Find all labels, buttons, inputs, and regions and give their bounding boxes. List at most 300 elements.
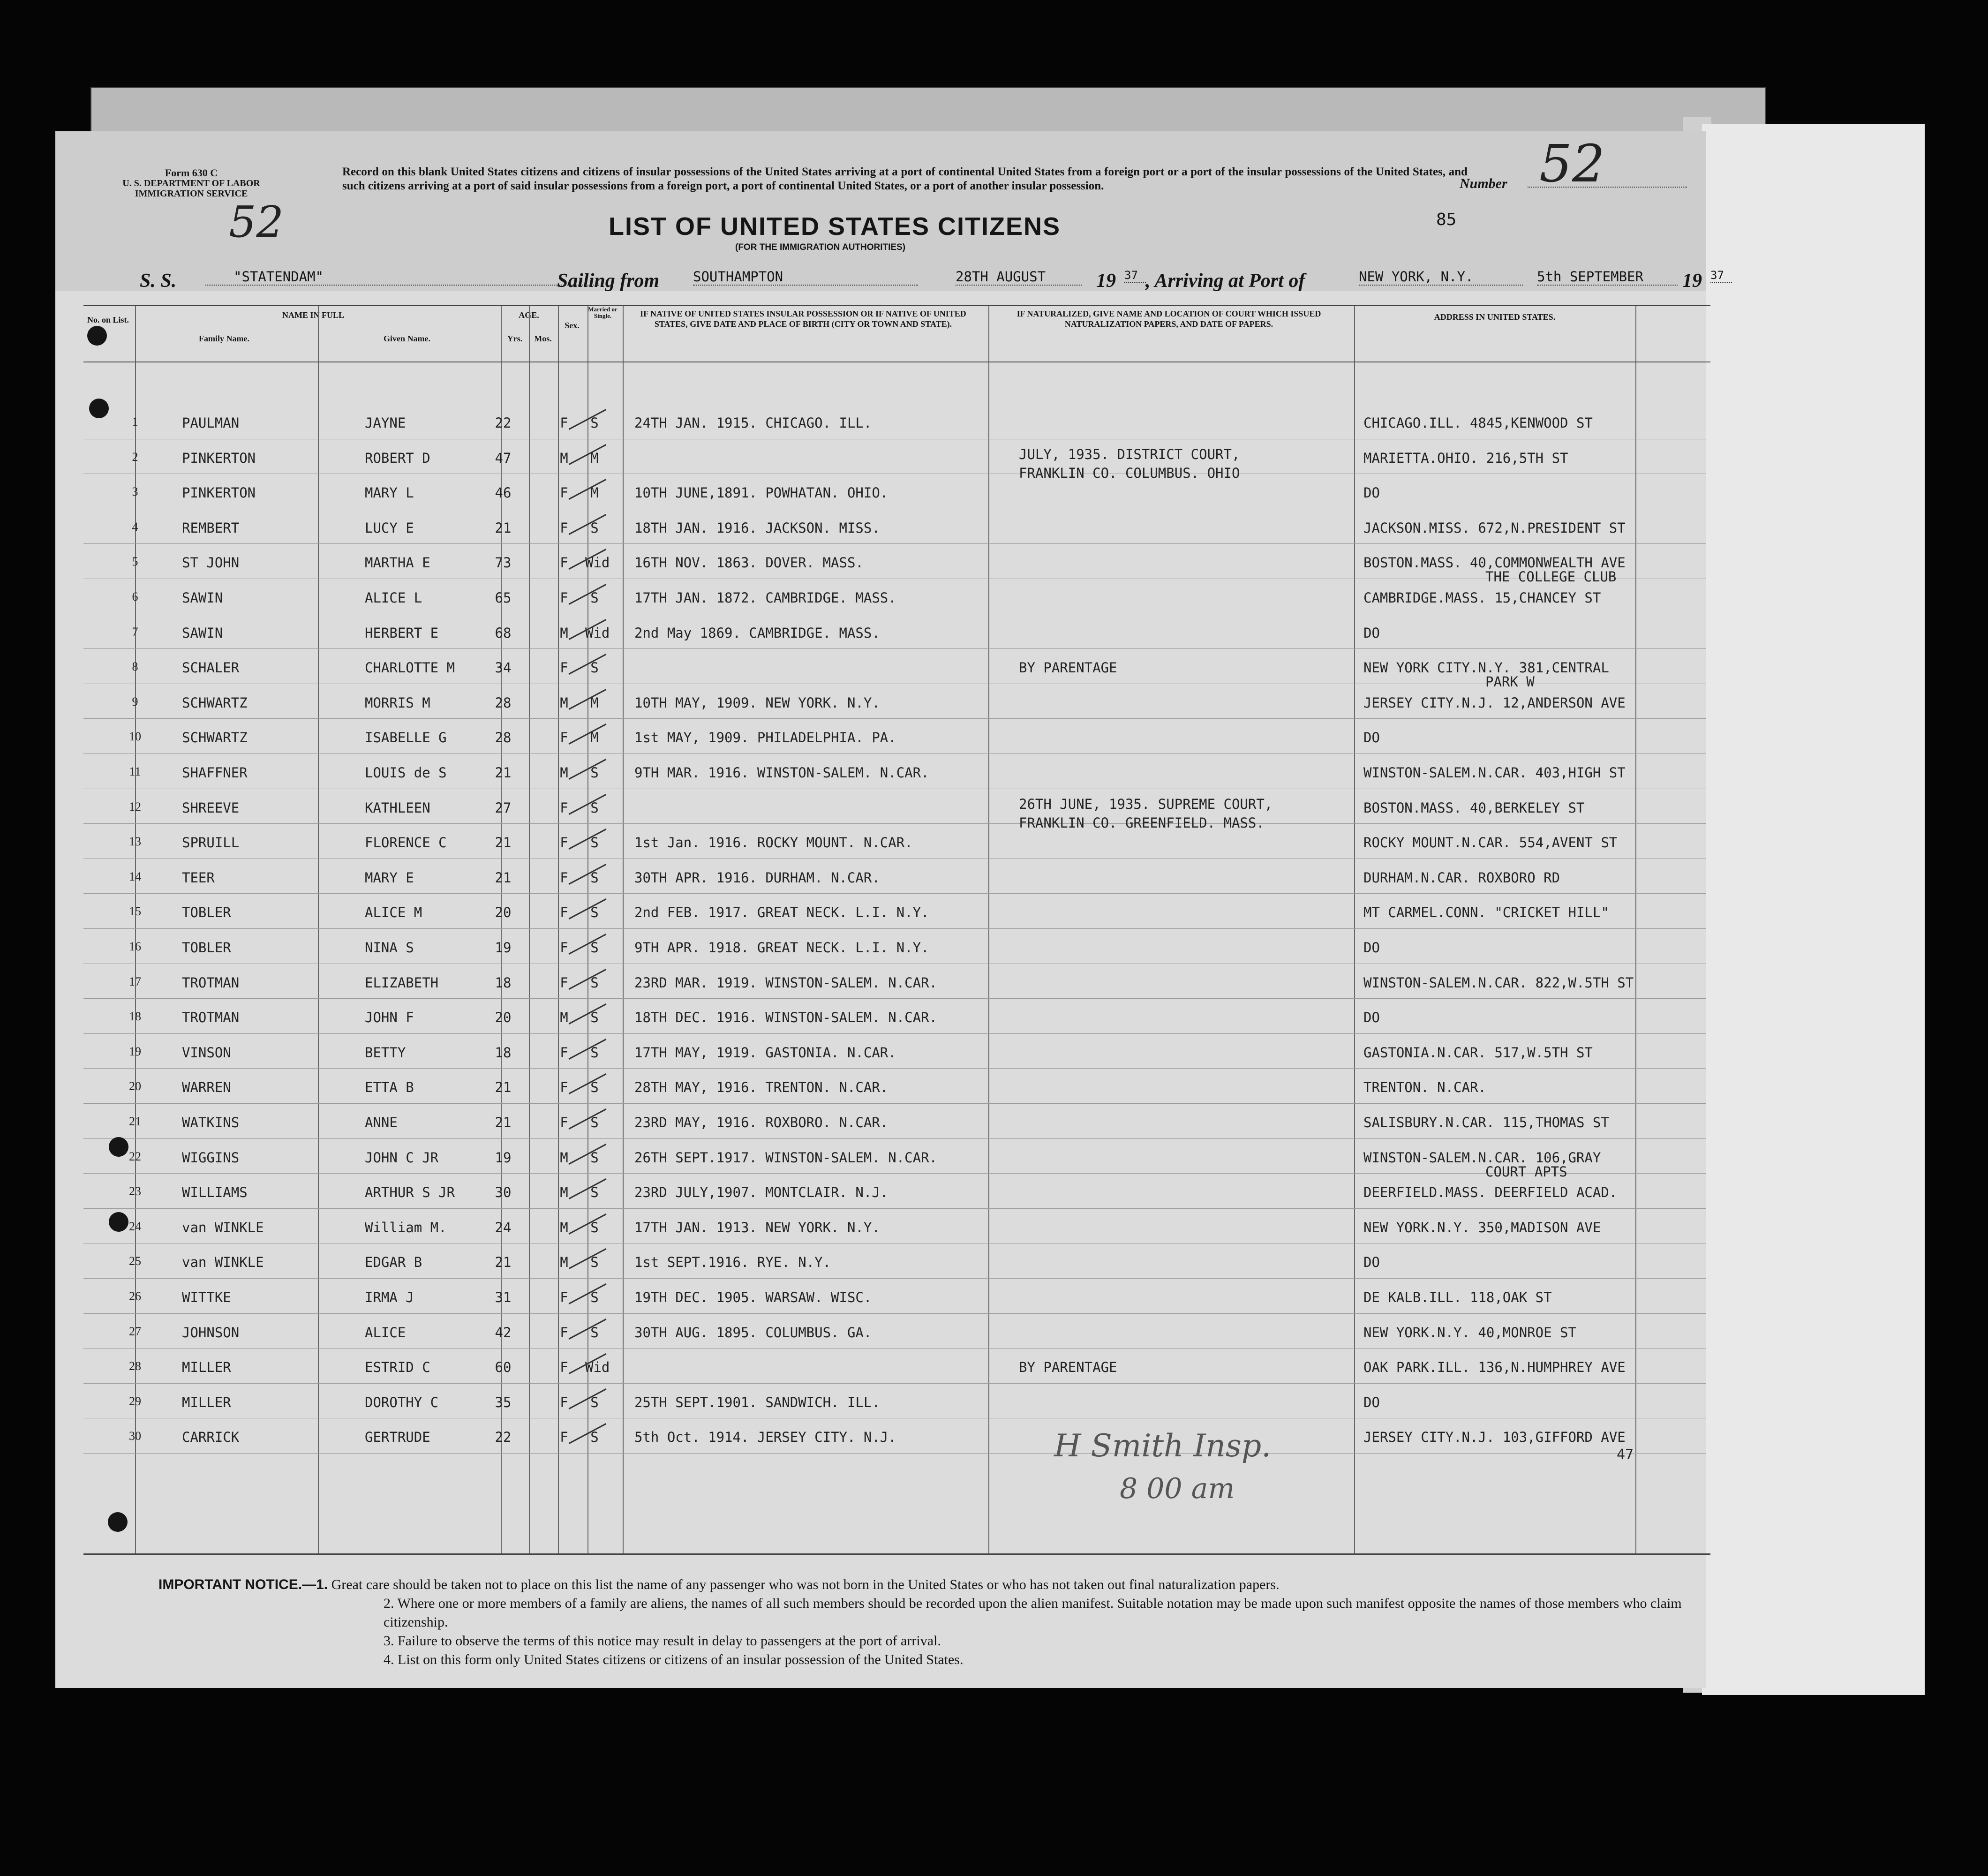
sail-year-prefix: 19: [1096, 270, 1116, 292]
cell-birth: 9TH APR. 1918. GREAT NECK. L.I. N.Y.: [634, 940, 929, 956]
cell-addr: NEW YORK.N.Y. 40,MONROE ST: [1363, 1324, 1576, 1341]
binder-hole: [87, 326, 107, 346]
cell-yrs: 21: [495, 835, 512, 851]
cell-sex: F: [560, 1289, 568, 1305]
row-divider: [83, 1278, 1706, 1279]
cell-sex: F: [560, 660, 568, 676]
row-divider: [83, 1068, 1706, 1069]
cell-addr: CHICAGO.ILL. 4845,KENWOOD ST: [1363, 415, 1593, 431]
cell-birth: 30TH APR. 1916. DURHAM. N.CAR.: [634, 869, 880, 886]
col-age: AGE.: [519, 310, 539, 320]
arrive-year: 37: [1710, 269, 1732, 283]
cell-sex: F: [560, 1324, 568, 1341]
important-notice: IMPORTANT NOTICE.—1. Great care should be taken not to place on this list the name of any passenger who was not born in the United States or who has not taken out final naturalization papers. 2. Where one or more members of a family are aliens, the names of all such members should be recorded upon the alien manifest. Suitable notation may be made upon such manifest opposite the names of those members who claim citizenship. 3. Failure to observe the terms of this notice may result in delay to passengers at the port of arrival. 4. List on this form only United States citizens or citizens of an insular possession of the United States.: [158, 1577, 1682, 1667]
cell-yrs: 20: [495, 1010, 512, 1026]
binder-hole: [108, 1512, 128, 1532]
cell-no: 26: [129, 1289, 141, 1303]
binder-hole: [109, 1212, 128, 1232]
cell-addr: GASTONIA.N.CAR. 517,W.5TH ST: [1363, 1044, 1593, 1061]
cell-yrs: 73: [495, 555, 512, 571]
row-divider: [83, 718, 1706, 719]
cell-addr: DO: [1363, 485, 1380, 501]
form-identifier: Form 630 C U. S. DEPARTMENT OF LABOR IMMIGRATION SERVICE: [122, 167, 260, 199]
cell-given: LUCY E: [365, 520, 414, 536]
col-no: No. on List.: [87, 315, 129, 324]
arrive-date: 5th SEPTEMBER: [1537, 269, 1678, 286]
cell-ms: S: [590, 590, 599, 606]
cell-ms: S: [590, 1394, 599, 1410]
cell-ms: M: [590, 730, 599, 746]
cell-family: MILLER: [182, 1394, 231, 1410]
cell-birth: 10TH MAY, 1909. NEW YORK. N.Y.: [634, 694, 880, 711]
cell-family: PAULMAN: [182, 415, 240, 431]
cell-no: 25: [129, 1254, 141, 1268]
table-row: [55, 1385, 1706, 1420]
stamp-number: 85: [1436, 210, 1457, 229]
table-row: [55, 791, 1706, 831]
table-row: [55, 441, 1706, 481]
cell-family: SPRUILL: [182, 835, 240, 851]
cell-given: JAYNE: [365, 415, 406, 431]
cell-addr: JACKSON.MISS. 672,N.PRESIDENT ST: [1363, 520, 1626, 536]
cell-addr: MT CARMEL.CONN. "CRICKET HILL": [1363, 904, 1609, 921]
cell-ms: S: [590, 835, 599, 851]
cell-addr: WINSTON-SALEM.N.CAR. 106,GRAY: [1363, 1149, 1601, 1166]
cell-yrs: 31: [495, 1289, 512, 1305]
cell-birth: 17TH MAY, 1919. GASTONIA. N.CAR.: [634, 1044, 896, 1061]
cell-given: CHARLOTTE M: [365, 660, 455, 676]
table-row: [55, 1140, 1706, 1180]
cell-sex: F: [560, 1429, 568, 1446]
cell-birth: 24TH JAN. 1915. CHICAGO. ILL.: [634, 415, 872, 431]
cell-ms: S: [590, 1254, 599, 1271]
cell-family: SAWIN: [182, 590, 223, 606]
col-address: ADDRESS IN UNITED STATES.: [1434, 312, 1556, 322]
cell-birth: 16TH NOV. 1863. DOVER. MASS.: [634, 555, 864, 571]
row-divider: [83, 753, 1706, 754]
cell-family: SAWIN: [182, 625, 223, 641]
ss-label: S. S.: [140, 270, 177, 292]
row-divider: [83, 1103, 1706, 1104]
cell-addr: TRENTON. N.CAR.: [1363, 1079, 1486, 1096]
cell-addr: OAK PARK.ILL. 136,N.HUMPHREY AVE: [1363, 1359, 1626, 1376]
table-row: [55, 580, 1706, 616]
cell-yrs: 24: [495, 1219, 512, 1236]
cell-ms: S: [590, 904, 599, 921]
cell-no: 1: [132, 415, 138, 429]
cell-given: MARY L: [365, 485, 414, 501]
cell-addr-line2: THE COLLEGE CLUB: [1485, 569, 1617, 585]
row-divider: [83, 928, 1706, 929]
cell-addr: NEW YORK CITY.N.Y. 381,CENTRAL: [1363, 660, 1609, 676]
table-row: [55, 1280, 1706, 1315]
page-subtitle: (FOR THE IMMIGRATION AUTHORITIES): [735, 242, 906, 252]
row-divider: [83, 543, 1706, 544]
cell-family: PINKERTON: [182, 485, 256, 501]
cell-addr: MARIETTA.OHIO. 216,5TH ST: [1363, 450, 1568, 466]
cell-family: WIGGINS: [182, 1149, 240, 1166]
cell-yrs: 21: [495, 520, 512, 536]
row-divider: [83, 1173, 1706, 1174]
cell-no: 14: [129, 869, 141, 883]
cell-ms: S: [590, 520, 599, 536]
cell-yrs: 35: [495, 1394, 512, 1410]
cell-sex: F: [560, 1394, 568, 1410]
cell-yrs: 21: [495, 1079, 512, 1096]
cell-no: 24: [129, 1219, 141, 1233]
cell-given: ETTA B: [365, 1079, 414, 1096]
cell-sex: F: [560, 799, 568, 816]
cell-addr: WINSTON-SALEM.N.CAR. 403,HIGH ST: [1363, 765, 1626, 781]
cell-addr: DE KALB.ILL. 118,OAK ST: [1363, 1289, 1552, 1305]
cell-given: JOHN F: [365, 1010, 414, 1026]
cell-addr: DO: [1363, 730, 1380, 746]
arriving-label: , Arriving at Port of: [1145, 270, 1305, 292]
cell-nat: BY PARENTAGE: [1019, 660, 1117, 676]
cell-birth: 25TH SEPT.1901. SANDWICH. ILL.: [634, 1394, 880, 1410]
cell-yrs: 19: [495, 1149, 512, 1166]
cell-no: 30: [129, 1429, 141, 1443]
table-row: [55, 825, 1706, 860]
cell-no: 20: [129, 1079, 141, 1093]
manifest-page: [55, 131, 1724, 1688]
cell-no: 13: [129, 835, 141, 849]
cell-sex: F: [560, 520, 568, 536]
cell-family: WITTKE: [182, 1289, 231, 1305]
cell-family: REMBERT: [182, 520, 240, 536]
cell-no: 9: [132, 694, 138, 708]
page-count-stamp: 47: [1617, 1447, 1634, 1463]
cell-yrs: 21: [495, 1254, 512, 1271]
table-row: [55, 1210, 1706, 1245]
cell-ms: S: [590, 1149, 599, 1166]
cell-given: ALICE: [365, 1324, 406, 1341]
cell-birth: 17TH JAN. 1913. NEW YORK. N.Y.: [634, 1219, 880, 1236]
cell-given: ISABELLE G: [365, 730, 447, 746]
cell-given: JOHN C JR: [365, 1149, 439, 1166]
cell-sex: F: [560, 835, 568, 851]
col-sex: Sex.: [565, 321, 580, 330]
cell-no: 19: [129, 1044, 141, 1058]
cell-given: ALICE M: [365, 904, 422, 921]
cell-addr-line2: PARK W: [1485, 674, 1535, 690]
cell-ms: S: [590, 660, 599, 676]
voyage-line: [140, 269, 1724, 293]
cell-ms: S: [590, 1429, 599, 1446]
cell-given: BETTY: [365, 1044, 406, 1061]
cell-yrs: 65: [495, 590, 512, 606]
cell-family: van WINKLE: [182, 1254, 264, 1271]
cell-ms: M: [590, 450, 599, 466]
cell-sex: F: [560, 1044, 568, 1061]
cell-no: 3: [132, 485, 138, 499]
col-birth: IF NATIVE OF UNITED STATES INSULAR POSSESSION OR IF NATIVE OF UNITED STATES, GIVE DATE AND PLACE OF BIRTH (CITY OR TOWN AND STATE).: [640, 309, 966, 329]
cell-ms: S: [590, 1324, 599, 1341]
cell-no: 22: [129, 1149, 141, 1163]
cell-sex: F: [560, 904, 568, 921]
table-row: [55, 616, 1706, 651]
cell-yrs: 68: [495, 625, 512, 641]
cell-sex: M: [560, 1149, 568, 1166]
cell-sex: M: [560, 765, 568, 781]
cell-given: EDGAR B: [365, 1254, 422, 1271]
cell-nat: JULY, 1935. DISTRICT COURT,: [1019, 446, 1240, 462]
cell-family: WILLIAMS: [182, 1184, 248, 1201]
cell-addr: JERSEY CITY.N.J. 12,ANDERSON AVE: [1363, 694, 1626, 711]
cell-birth: 26TH SEPT.1917. WINSTON-SALEM. N.CAR.: [634, 1149, 938, 1166]
cell-given: DOROTHY C: [365, 1394, 439, 1410]
row-divider: [83, 1348, 1706, 1349]
cell-sex: F: [560, 1359, 568, 1376]
cell-birth: 19TH DEC. 1905. WARSAW. WISC.: [634, 1289, 872, 1305]
cell-ms: S: [590, 765, 599, 781]
cell-given: ESTRID C: [365, 1359, 430, 1376]
cell-sex: F: [560, 1115, 568, 1130]
cell-no: 21: [129, 1115, 141, 1128]
cell-no: 27: [129, 1324, 141, 1338]
cell-sex: F: [560, 555, 568, 571]
cell-no: 8: [132, 660, 138, 674]
cell-addr: NEW YORK.N.Y. 350,MADISON AVE: [1363, 1219, 1601, 1236]
col-married: Married or Single.: [588, 306, 617, 319]
col-mos: Mos.: [534, 334, 552, 343]
cell-given: LOUIS de S: [365, 765, 447, 781]
cell-no: 4: [132, 520, 138, 534]
cell-no: 17: [129, 974, 141, 988]
sail-year: 37: [1124, 269, 1146, 283]
cell-sex: M: [560, 450, 568, 466]
table-row: [55, 930, 1706, 965]
cell-ms: M: [590, 485, 599, 501]
cell-birth: 17TH JAN. 1872. CAMBRIDGE. MASS.: [634, 590, 896, 606]
cell-no: 15: [129, 904, 141, 919]
cell-addr: DO: [1363, 1254, 1380, 1271]
cell-given: FLORENCE C: [365, 835, 447, 851]
cell-sex: F: [560, 869, 568, 886]
cell-family: TOBLER: [182, 940, 231, 956]
cell-family: WATKINS: [182, 1115, 240, 1130]
cell-family: SHAFFNER: [182, 765, 248, 781]
cell-yrs: 20: [495, 904, 512, 921]
cell-no: 16: [129, 940, 141, 953]
row-divider: [83, 823, 1706, 824]
cell-nat: BY PARENTAGE: [1019, 1359, 1117, 1376]
cell-yrs: 60: [495, 1359, 512, 1376]
port-to: NEW YORK, N.Y.: [1359, 269, 1523, 286]
cell-family: MILLER: [182, 1359, 231, 1376]
cell-no: 28: [129, 1359, 141, 1373]
cell-addr: SALISBURY.N.CAR. 115,THOMAS ST: [1363, 1115, 1609, 1130]
cell-family: VINSON: [182, 1044, 231, 1061]
back-sheet: [1702, 124, 1925, 1695]
cell-given: ELIZABETH: [365, 974, 439, 991]
cell-yrs: 22: [495, 1429, 512, 1446]
handwritten-number: 52: [229, 197, 284, 247]
cell-ms: S: [590, 1289, 599, 1305]
table-row: [55, 1175, 1706, 1210]
cell-birth: 23RD JULY,1907. MONTCLAIR. N.J.: [634, 1184, 889, 1201]
cell-ms: S: [590, 1044, 599, 1061]
col-family: Family Name.: [199, 334, 249, 343]
cell-given: NINA S: [365, 940, 414, 956]
cell-no: 23: [129, 1184, 141, 1198]
table-row: [55, 895, 1706, 930]
cell-sex: F: [560, 485, 568, 501]
table-row: [55, 650, 1706, 690]
sail-date: 28TH AUGUST: [956, 269, 1082, 286]
page-title: LIST OF UNITED STATES CITIZENS: [609, 212, 1061, 241]
cell-given: GERTRUDE: [365, 1429, 430, 1446]
cell-given: ARTHUR S JR: [365, 1184, 455, 1201]
row-divider: [83, 1208, 1706, 1209]
cell-birth: 23RD MAR. 1919. WINSTON-SALEM. N.CAR.: [634, 974, 938, 991]
table-row: [55, 1105, 1706, 1140]
cell-sex: M: [560, 1254, 568, 1271]
cell-yrs: 46: [495, 485, 512, 501]
cell-no: 12: [129, 799, 141, 814]
row-divider: [83, 1453, 1706, 1454]
cell-family: JOHNSON: [182, 1324, 240, 1341]
cell-yrs: 21: [495, 765, 512, 781]
row-divider: [83, 1383, 1706, 1384]
table-row: [55, 755, 1706, 791]
row-divider: [83, 1313, 1706, 1314]
cell-ms: Wid: [585, 555, 610, 571]
table-row: [55, 720, 1706, 755]
cell-given: William M.: [365, 1219, 447, 1236]
cell-ms: S: [590, 974, 599, 991]
row-divider: [83, 998, 1706, 999]
cell-yrs: 18: [495, 974, 512, 991]
cell-given: ANNE: [365, 1115, 398, 1130]
cell-ms: S: [590, 1184, 599, 1201]
cell-yrs: 21: [495, 1115, 512, 1130]
cell-yrs: 30: [495, 1184, 512, 1201]
cell-sex: M: [560, 1184, 568, 1201]
cell-no: 11: [129, 765, 141, 778]
table-row: [55, 475, 1706, 511]
cell-given: MORRIS M: [365, 694, 430, 711]
cell-addr: DO: [1363, 1010, 1380, 1026]
cell-addr: JERSEY CITY.N.J. 103,GIFFORD AVE: [1363, 1429, 1626, 1446]
cell-addr: WINSTON-SALEM.N.CAR. 822,W.5TH ST: [1363, 974, 1634, 991]
table-row: [55, 1245, 1706, 1280]
cell-addr: DO: [1363, 1394, 1380, 1410]
number-label: Number: [1460, 176, 1507, 191]
cell-family: TOBLER: [182, 904, 231, 921]
cell-addr: BOSTON.MASS. 40,COMMONWEALTH AVE: [1363, 555, 1626, 571]
cell-birth: 5th Oct. 1914. JERSEY CITY. N.J.: [634, 1429, 896, 1446]
cell-sex: M: [560, 1010, 568, 1026]
cell-ms: S: [590, 1115, 599, 1130]
table-row: [55, 1000, 1706, 1035]
cell-addr: ROCKY MOUNT.N.CAR. 554,AVENT ST: [1363, 835, 1618, 851]
cell-no: 18: [129, 1010, 141, 1024]
table-row: [55, 406, 1706, 441]
col-yrs: Yrs.: [507, 334, 523, 343]
cell-ms: S: [590, 940, 599, 956]
cell-no: 29: [129, 1394, 141, 1408]
table-row: [55, 1035, 1706, 1070]
cell-yrs: 27: [495, 799, 512, 816]
cell-yrs: 42: [495, 1324, 512, 1341]
cell-family: TROTMAN: [182, 1010, 240, 1026]
cell-sex: F: [560, 974, 568, 991]
table-row: [55, 545, 1706, 585]
cell-birth: 10TH JUNE,1891. POWHATAN. OHIO.: [634, 485, 889, 501]
cell-family: TEER: [182, 869, 215, 886]
cell-given: MARY E: [365, 869, 414, 886]
cell-family: SCHWARTZ: [182, 694, 248, 711]
col-given: Given Name.: [384, 334, 430, 343]
row-divider: [83, 1138, 1706, 1139]
cell-family: ST JOHN: [182, 555, 240, 571]
cell-birth: 23RD MAY, 1916. ROXBORO. N.CAR.: [634, 1115, 889, 1130]
cell-birth: 1st MAY, 1909. PHILADELPHIA. PA.: [634, 730, 896, 746]
cell-no: 6: [132, 590, 138, 603]
header-instructions: Record on this blank United States citizens and citizens of insular possessions of the United States arriving at a port of continental United States from a foreign port or a port of the insular possessions of the United States, and such citizens arriving at a port of said insular possessions from a foreign port, a port of continental United States, or a port of another insular possession.: [342, 166, 1468, 192]
cell-given: ROBERT D: [365, 450, 430, 466]
signature-time-note: 8 00 am: [1120, 1472, 1235, 1505]
row-divider: [83, 893, 1706, 894]
cell-sex: F: [560, 415, 568, 431]
cell-ms: S: [590, 799, 599, 816]
cell-sex: M: [560, 694, 568, 711]
cell-yrs: 22: [495, 415, 512, 431]
cell-sex: F: [560, 730, 568, 746]
cell-birth: 30TH AUG. 1895. COLUMBUS. GA.: [634, 1324, 872, 1341]
cell-yrs: 28: [495, 730, 512, 746]
cell-addr: DO: [1363, 940, 1380, 956]
cell-addr: CAMBRIDGE.MASS. 15,CHANCEY ST: [1363, 590, 1601, 606]
cell-no: 7: [132, 625, 138, 639]
cell-addr: BOSTON.MASS. 40,BERKELEY ST: [1363, 799, 1585, 816]
cell-given: MARTHA E: [365, 555, 430, 571]
cell-nat-line2: FRANKLIN CO. COLUMBUS. OHIO: [1019, 465, 1240, 481]
cell-ms: S: [590, 869, 599, 886]
table-row: [55, 1070, 1706, 1105]
ship-name: "STATENDAM": [205, 269, 599, 286]
port-from: SOUTHAMPTON: [693, 269, 918, 286]
row-divider: [83, 1033, 1706, 1034]
cell-birth: 9TH MAR. 1916. WINSTON-SALEM. N.CAR.: [634, 765, 929, 781]
cell-nat-line2: FRANKLIN CO. GREENFIELD. MASS.: [1019, 814, 1265, 831]
cell-birth: 1st Jan. 1916. ROCKY MOUNT. N.CAR.: [634, 835, 913, 851]
cell-addr: DURHAM.N.CAR. ROXBORO RD: [1363, 869, 1560, 886]
cell-sex: F: [560, 590, 568, 606]
binder-hole: [89, 399, 109, 418]
cell-given: IRMA J: [365, 1289, 414, 1305]
cell-birth: 2nd May 1869. CAMBRIDGE. MASS.: [634, 625, 880, 641]
cell-ms: S: [590, 1219, 599, 1236]
cell-ms: S: [590, 415, 599, 431]
cell-yrs: 18: [495, 1044, 512, 1061]
cell-nat: 26TH JUNE, 1935. SUPREME COURT,: [1019, 796, 1273, 812]
cell-no: 2: [132, 450, 138, 464]
table-row: [55, 965, 1706, 1001]
cell-birth: 18TH DEC. 1916. WINSTON-SALEM. N.CAR.: [634, 1010, 938, 1026]
cell-no: 5: [132, 555, 138, 569]
cell-family: SHREEVE: [182, 799, 240, 816]
col-naturalized: IF NATURALIZED, GIVE NAME AND LOCATION OF COURT WHICH ISSUED NATURALIZATION PAPERS, AND DATE OF PAPERS.: [1017, 309, 1321, 329]
cell-birth: 18TH JAN. 1916. JACKSON. MISS.: [634, 520, 880, 536]
col-name-in-full: NAME IN FULL: [282, 310, 344, 320]
cell-yrs: 28: [495, 694, 512, 711]
cell-ms: Wid: [585, 1359, 610, 1376]
table-row: [55, 1420, 1706, 1455]
cell-given: KATHLEEN: [365, 799, 430, 816]
binder-hole: [109, 1137, 128, 1157]
